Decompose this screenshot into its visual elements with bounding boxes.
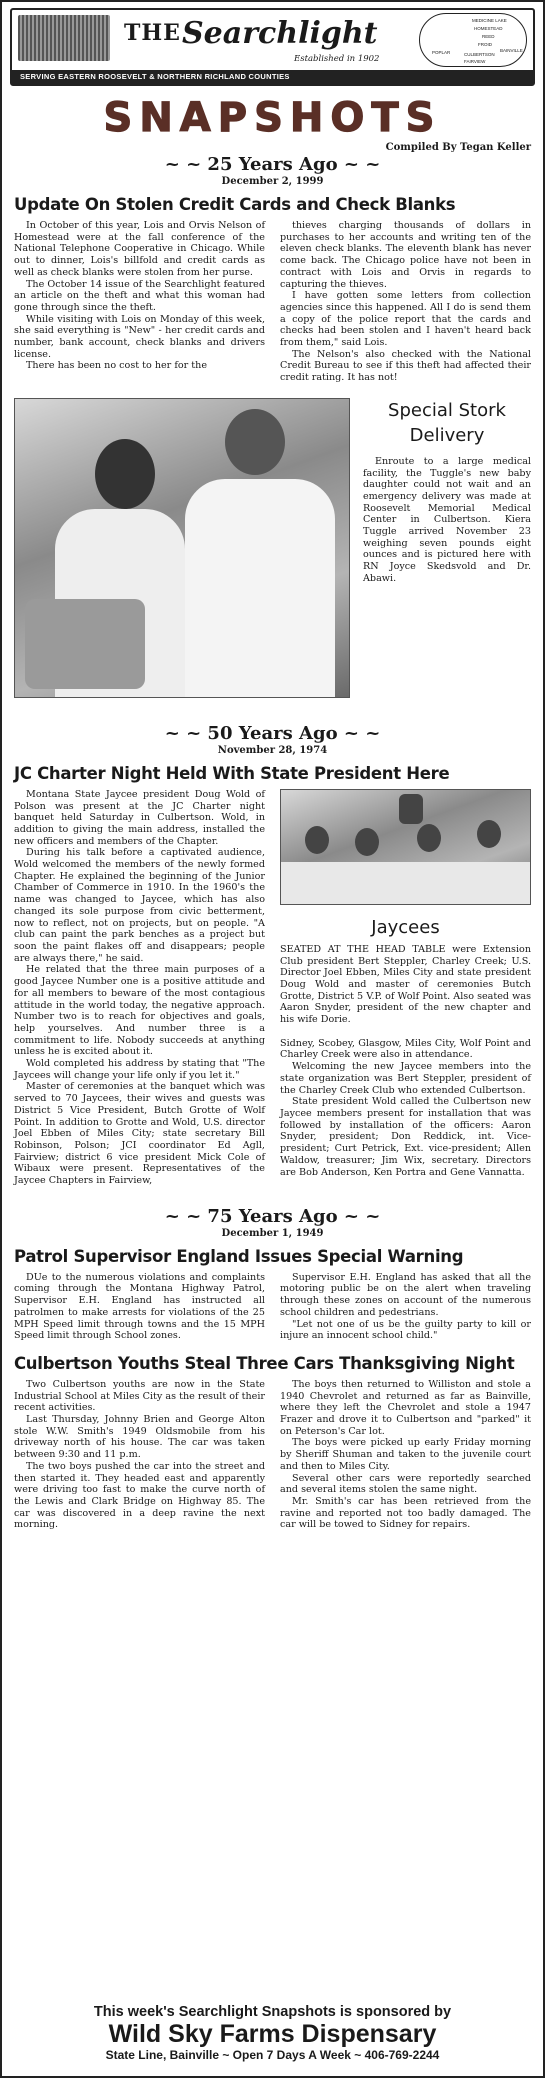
photo-figure xyxy=(305,826,329,854)
masthead-tagline: SERVING EASTERN ROOSEVELT & NORTHERN RICHLAND COUNTIES xyxy=(12,70,533,84)
map-label: BAINVILLE xyxy=(500,48,523,53)
section-date: November 28, 1974 xyxy=(217,744,328,756)
article-headline: Culbertson Youths Steal Three Cars Thanksgiving Night xyxy=(14,1353,515,1373)
sponsor-line: This week's Searchlight Snapshots is sponsored by xyxy=(93,2004,452,2020)
article-paragraph: Last Thursday, Johnny Brien and George Alton stole W.W. Smith's 1949 Oldsmobile from his driveway north of his house. The car was taken between 9:30 and 11 p.m. xyxy=(14,1414,265,1461)
article-paragraph: He related that the three main purposes of a good Jaycee Number one is a positive attitude and for all members to beware of the most contagious attitude in the world today, the negative approach. Number two is to reach for objectives and goals, help yourselves. And number three is a commitment to life. Nobody succeeds at anything unless he is excited about it. xyxy=(14,964,265,1058)
caption-paragraph: Enroute to a large medical facility, the Tuggle's new baby daughter could not wait and an emergency delivery was made at Roosevelt Memorial Medical Center in Culbertson. Kiera Tuggle arrived November 23 weighing seven pounds eight ounces and is pictured here with RN Joyce Skedsvold and Dr. Abawi. xyxy=(363,455,531,584)
article-column-right xyxy=(280,220,531,384)
photo-figure xyxy=(185,479,335,698)
section-75-years xyxy=(14,1207,531,1531)
article-headline: Patrol Supervisor England Issues Special Warning xyxy=(14,1246,464,1266)
searchlight-beam-graphic xyxy=(18,15,110,61)
article-column-left xyxy=(14,220,265,384)
section-date: December 2, 1999 xyxy=(221,176,324,187)
article-paragraph: During his talk before a captivated audience, Wold welcomed the members of the newly formed Chapter. He explained the beginning of the Junior Chamber of Commerce in 1910. In the 1960's the name was changed to Jaycee, which has also changed its sole purpose from civic betterment, now to reflect, not on projects, but on people. "A club can paint the park benches as a project but soon the paint flakes off and disappears; people are always there," he said. xyxy=(14,847,265,964)
article-column-left xyxy=(14,1379,265,1531)
masthead-established: Established in 1902 xyxy=(294,54,380,64)
article-headline: Update On Stolen Credit Cards and Check Blanks xyxy=(14,195,456,214)
sponsor-info: State Line, Bainville ~ Open 7 Days A Week ~ 406-769-2244 xyxy=(105,2048,440,2062)
article-continuation xyxy=(280,1038,531,1178)
article-paragraph: Mr. Smith's car has been retrieved from the ravine and reported not too badly damaged. The car will be towed to Sidney for repairs. xyxy=(280,1496,531,1531)
area-map-graphic xyxy=(419,13,527,67)
article-paragraph: There has been no cost to her for the xyxy=(26,360,207,372)
article-paragraph: While visiting with Lois on Monday of this week, she said everything is "New" - her credit cards and number, bank account, check blanks and drivers license. xyxy=(14,313,265,360)
article-paragraph: thieves charging thousands of dollars in purchases to her accounts and writing ten of the eleven check blanks. The eleventh blank has never come back. The Chicago police have not been in contract with Lois and Orvis in regards to capturing the thieves. xyxy=(280,220,531,290)
article-paragraph: The October 14 issue of the Searchlight featured an article on the theft and what this woman had gone through since the theft. xyxy=(14,278,265,313)
page-title: SNAPSHOTS xyxy=(103,95,442,141)
article-column-right xyxy=(280,1272,531,1342)
article-paragraph: Two Culbertson youths are now in the State Industrial School at Miles City as the result of their recent activities. xyxy=(14,1378,265,1414)
stork-photo-block xyxy=(14,398,531,698)
photo-figure xyxy=(417,824,441,852)
map-label: FAIRVIEW xyxy=(464,59,486,64)
article-paragraph: In October of this year, Lois and Orvis Nelson of Homestead were at the fall conference of the National Telephone Cooperative in Chicago. While out to dinner, Lois's billfold and credit cards as well as check blanks were stolen from her purse. xyxy=(14,220,265,278)
article-paragraph: The boys then returned to Williston and stole a 1940 Chevrolet and returned as far as Bainville, where they left the Chevrolet and stole a 1947 Frazer and drove it to Culbertson and "parked" it on Peterson's Car lot. xyxy=(280,1378,531,1437)
photo-figure xyxy=(95,439,155,509)
stork-delivery-photo xyxy=(14,398,350,698)
map-label: FROID xyxy=(478,42,492,47)
caption-paragraph: SEATED AT THE HEAD TABLE were Extension Club president Bert Steppler, Charley Creek; U.S. Director Joel Ebben, Miles City and state president Doug Wold and master of ceremonies Butch Grotte, District 5 V.P. of Wolf Point. Also seated was Aaron Snyder, president of the new chapter and his wife Dorie. xyxy=(280,943,531,1026)
map-label: MEDICINE LAKE xyxy=(472,18,507,23)
article-paragraph: Sidney, Scobey, Glasgow, Miles City, Wolf Point and Charley Creek were also in attendance. xyxy=(280,1037,531,1061)
article-column-left xyxy=(14,1272,265,1342)
article-column-right xyxy=(280,789,531,1187)
jaycees-photo xyxy=(280,789,531,905)
masthead xyxy=(10,8,535,86)
article-paragraph: Wold completed his address by stating that "The Jaycees will change your life only if you let it." xyxy=(14,1058,265,1081)
article-paragraph: The boys were picked up early Friday morning by Sheriff Shuman and taken to the juvenile court and then to Miles City. xyxy=(280,1437,531,1472)
article-paragraph: The two boys pushed the car into the street and then started it. They headed east and apparently were driving too fast to make the curve north of the Lewis and Clark Bridge on Highway 85. The car was discovered in a deep ravine the next morning. xyxy=(14,1460,265,1531)
section-date: December 1, 1949 xyxy=(221,1227,324,1239)
article-columns xyxy=(14,789,531,1187)
article-column-left xyxy=(14,789,265,1187)
masthead-title: Searchlight xyxy=(182,16,378,51)
section-50-years xyxy=(14,724,531,1187)
map-label: REED xyxy=(482,34,495,39)
byline: Compiled By Tegan Keller xyxy=(385,142,531,153)
photo-caption-title: Special Stork Delivery xyxy=(388,399,506,446)
photo-figure xyxy=(355,828,379,856)
article-columns xyxy=(14,1379,531,1531)
section-heading: ~ ~ 25 Years Ago ~ ~ xyxy=(164,154,381,175)
article-paragraph: Several other cars were reportedly searched and several items stolen the same night. xyxy=(280,1472,531,1496)
article-column-right xyxy=(280,1379,531,1531)
photo-caption-text xyxy=(363,456,531,585)
photo-table xyxy=(281,862,530,904)
article-paragraph: The Nelson's also checked with the National Credit Bureau to see if this theft had affected their credit rating. It has not! xyxy=(280,348,531,384)
sponsor-footer xyxy=(14,2004,531,2062)
photo-caption-text xyxy=(280,944,531,1026)
article-paragraph: Supervisor E.H. England has asked that all the motoring public be on the alert when traveling through these zones on account of the numerous school children and pedestrians. xyxy=(280,1271,531,1318)
map-label: POPLAR xyxy=(432,50,451,55)
photo-caption-title: Jaycees xyxy=(371,916,440,938)
stork-caption xyxy=(363,398,531,698)
photo-figure xyxy=(477,820,501,848)
sponsor-name: Wild Sky Farms Dispensary xyxy=(108,2020,437,2048)
article-paragraph: Master of ceremonies at the banquet which was served to 70 Jaycees, their wives and guests was District 5 Vice President, Butch Grotte of Wolf Point. In addition to Grotte and Wold, U.S. director Joel Ebben of Miles City; state secretary Bill Robinson, Polson; JCI coordinator Ed Agll, Fairview; district 6 vice president Mick Cole of Wibaux were present. Representatives of the Jaycee Chapters in Fairview, xyxy=(14,1081,265,1187)
section-heading: ~ ~ 50 Years Ago ~ ~ xyxy=(164,722,381,744)
article-paragraph: "Let not one of us be the guilty party to kill or injure an innocent school child." xyxy=(280,1318,531,1342)
section-25-years xyxy=(14,155,531,698)
section-heading: ~ ~ 75 Years Ago ~ ~ xyxy=(164,1205,381,1227)
article-columns xyxy=(14,1272,531,1342)
article-paragraph: I have gotten some letters from collection agencies since this happened. All I do is send them a copy of the police report that the cards and checks had been stolen and I haven't heard back from them," said Lois. xyxy=(280,290,531,349)
article-paragraph: Welcoming the new Jaycee members into the state organization was Bert Steppler, president of the Charley Creek Club who extended Culbertson. xyxy=(280,1061,531,1096)
article-paragraph: DUe to the numerous violations and complaints coming through the Montana Highway Patrol, Supervisor E.H. England has instructed all patrolmen to make arrests for violations of the 25 MPH Speed limit through towns and the 15 MPH Speed limit through School zones. xyxy=(14,1271,265,1342)
article-paragraph: Montana State Jaycee president Doug Wold of Polson was present at the JC Charter night banquet held Saturday in Culbertson. Wold, in addition to giving the main address, installed the new officers and members of the Chapter. xyxy=(14,788,265,847)
masthead-the: THE xyxy=(124,20,181,46)
map-label: CULBERTSON xyxy=(464,52,495,57)
photo-figure xyxy=(25,599,145,689)
article-paragraph: State president Wold called the Culbertson new Jaycee members present for installation that was followed by installation of the officers: Aaron Snyder, president; Don Reddick, int. Vice-president; Curt Petrick, Ext. vice-president; Allen Waldow, treasurer; Jim Wix, secretary. Directors are Bob Anderson, Ken Portra and Gene Vannatta. xyxy=(280,1096,531,1178)
map-label: HOMESTEAD xyxy=(474,26,503,31)
article-columns xyxy=(14,220,531,384)
article-headline: JC Charter Night Held With State President Here xyxy=(14,763,450,783)
jaycee-emblem xyxy=(399,794,423,824)
photo-figure xyxy=(225,409,285,475)
